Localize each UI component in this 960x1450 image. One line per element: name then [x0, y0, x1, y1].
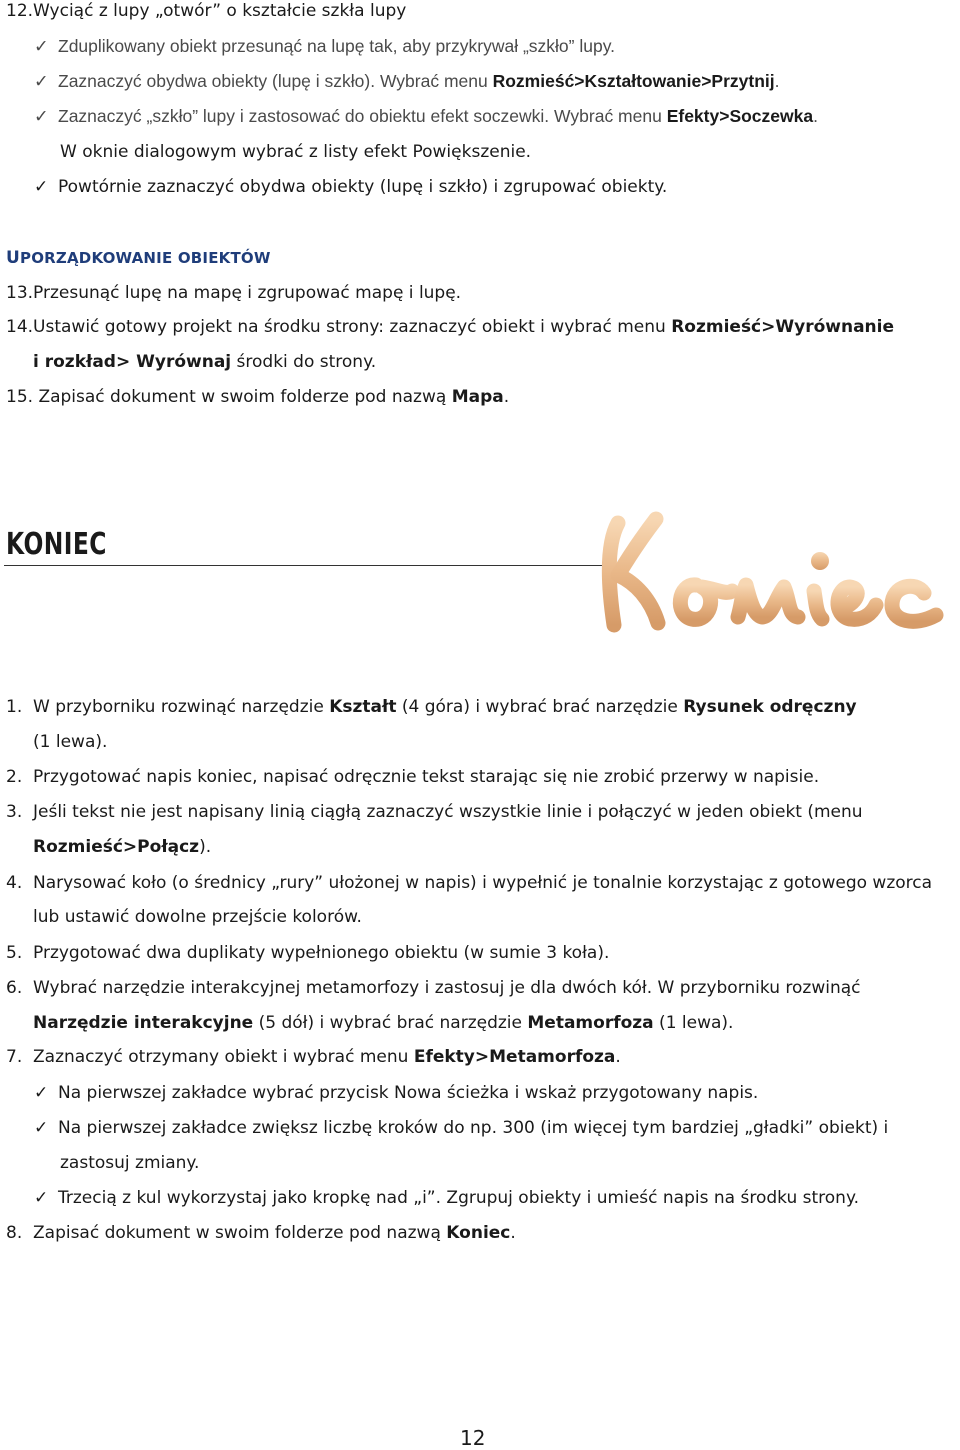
checkmark-icon: ✓ — [34, 1188, 49, 1208]
koniec-logo-image — [596, 505, 958, 645]
list-item-6: 6. Wybrać narzędzie interakcyjnej metamorfozy i zastosuj je dla dwóch kół. W przyborniku rozwinąć — [6, 978, 861, 998]
heading-underline — [4, 565, 602, 566]
checkmark-icon: ✓ — [34, 177, 49, 197]
step-13: 13.Przesunąć lupę na mapę i zgrupować mapę i lupę. — [6, 283, 462, 303]
step-14: 14.Ustawić gotowy projekt na środku strony: zaznaczyć obiekt i wybrać menu Rozmieść>Wyrównanie — [6, 317, 895, 337]
list-item-7: 7. Zaznaczyć otrzymany obiekt i wybrać menu Efekty>Metamorfoza. — [6, 1047, 621, 1067]
step-12-heading: 12.Wyciąć z lupy „otwór” o kształcie szkła lupy — [6, 1, 407, 21]
list-item-2: 2. Przygotować napis koniec, napisać odręcznie tekst starając się nie zrobić przerwy w napisie. — [6, 767, 820, 787]
checkmark-icon: ✓ — [34, 1118, 49, 1138]
check-item-3: ✓ Trzecią z kul wykorzystaj jako kropkę nad „i”. Zgrupuj obiekty i umieść napis na środku strony. — [34, 1188, 859, 1208]
check-item-1: ✓ Na pierwszej zakładce wybrać przycisk Nowa ścieżka i wskaż przygotowany napis. — [34, 1083, 759, 1103]
checkmark-icon: ✓ — [34, 36, 49, 56]
bullet-group: ✓ Powtórnie zaznaczyć obydwa obiekty (lupę i szkło) i zgrupować obiekty. — [34, 177, 668, 197]
bullet-lens: ✓ Zaznaczyć „szkło” lupy i zastosować do obiektu efekt soczewki. Wybrać menu Efekty>Soczewka. — [34, 106, 818, 126]
bullet-trim: ✓ Zaznaczyć obydwa obiekty (lupę i szkło). Wybrać menu Rozmieść>Kształtowanie>Przytnij. — [34, 71, 780, 91]
step-15: 15. Zapisać dokument w swoim folderze pod nazwą Mapa. — [6, 387, 510, 407]
list-item-5: 5. Przygotować dwa duplikaty wypełnionego obiektu (w sumie 3 koła). — [6, 943, 610, 963]
list-item-4: 4. Narysować koło (o średnicy „rury” ułożonej w napis) i wypełnić je tonalnie korzystając z gotowego wzorca — [6, 873, 933, 893]
list-item-1-continued: (1 lewa). — [33, 732, 108, 752]
list-item-8: 8. Zapisać dokument w swoim folderze pod nazwą Koniec. — [6, 1223, 516, 1243]
check-item-2: ✓ Na pierwszej zakładce zwiększ liczbę kroków do np. 300 (im więcej tym bardziej „gładki” obiekt) i — [34, 1118, 889, 1138]
check-item-2-continued: zastosuj zmiany. — [60, 1153, 200, 1173]
list-item-6-continued: Narzędzie interakcyjne (5 dół) i wybrać brać narzędzie Metamorfoza (1 lewa). — [33, 1013, 734, 1033]
koniec-heading: KONIEC — [6, 527, 107, 562]
list-item-3-continued: Rozmieść>Połącz). — [33, 837, 212, 857]
bullet-duplicate: ✓ Zduplikowany obiekt przesunąć na lupę tak, aby przykrywał „szkło” lupy. — [34, 36, 616, 56]
list-item-4-continued: lub ustawić dowolne przejście kolorów. — [33, 907, 362, 927]
checkmark-icon: ✓ — [34, 106, 49, 126]
list-item-1: 1. W przyborniku rozwinąć narzędzie Kształt (4 góra) i wybrać brać narzędzie Rysunek odręczny — [6, 697, 857, 717]
checkmark-icon: ✓ — [34, 71, 49, 91]
page-number: 12 — [460, 1426, 486, 1450]
step-14-continued: i rozkład> Wyrównaj środki do strony. — [33, 352, 377, 372]
checkmark-icon: ✓ — [34, 1083, 49, 1103]
bullet-lens-continued: W oknie dialogowym wybrać z listy efekt Powiększenie. — [60, 142, 532, 162]
section-heading: UPORZĄDKOWANIE OBIEKTÓW — [6, 248, 271, 268]
list-item-3: 3. Jeśli tekst nie jest napisany linią ciągłą zaznaczyć wszystkie linie i połączyć w jeden obiekt (menu — [6, 802, 863, 822]
